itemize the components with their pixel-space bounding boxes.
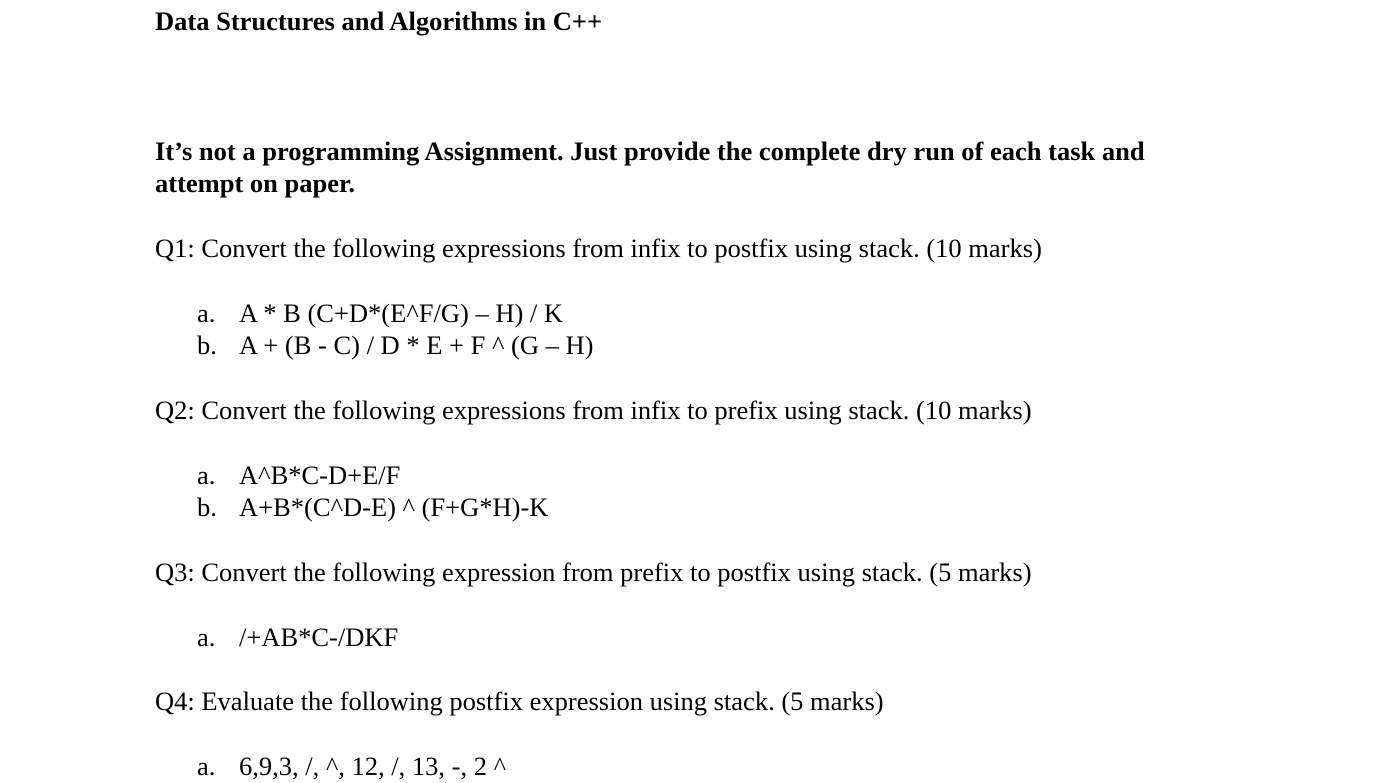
question-2-item-a <box>197 459 400 491</box>
list-marker: a. <box>197 298 216 328</box>
expression-text: A^B*C-D+E/F <box>239 460 401 490</box>
question-2-item-b <box>197 491 548 523</box>
question-1-item-a <box>197 297 563 329</box>
instructions-line-2: attempt on paper. <box>155 168 355 198</box>
expression-text: A+B*(C^D-E) ^ (F+G*H)-K <box>239 492 549 522</box>
question-1: Q1: Convert the following expressions from infix to postfix using stack. (10 marks) <box>155 233 1042 263</box>
list-marker: a. <box>197 460 216 490</box>
question-4-item-a <box>197 750 506 782</box>
question-1-item-b <box>197 329 593 361</box>
expression-text: 6,9,3, /, ^, 12, /, 13, -, 2 ^ <box>239 751 507 781</box>
question-3: Q3: Convert the following expression from prefix to postfix using stack. (5 marks) <box>155 557 1032 587</box>
document-title: Data Structures and Algorithms in C++ <box>155 6 603 36</box>
question-4: Q4: Evaluate the following postfix expression using stack. (5 marks) <box>155 686 884 716</box>
question-2: Q2: Convert the following expressions from infix to prefix using stack. (10 marks) <box>155 395 1032 425</box>
expression-text: /+AB*C-/DKF <box>239 622 399 652</box>
list-marker: a. <box>197 751 216 781</box>
question-3-item-a <box>197 621 398 653</box>
expression-text: A * B (C+D*(E^F/G) – H) / K <box>239 298 564 328</box>
instructions-line-1: It’s not a programming Assignment. Just provide the complete dry run of each task and <box>155 136 1145 166</box>
list-marker: b. <box>197 330 217 360</box>
expression-text: A + (B - C) / D * E + F ^ (G – H) <box>239 330 594 360</box>
list-marker: b. <box>197 492 217 522</box>
list-marker: a. <box>197 622 216 652</box>
